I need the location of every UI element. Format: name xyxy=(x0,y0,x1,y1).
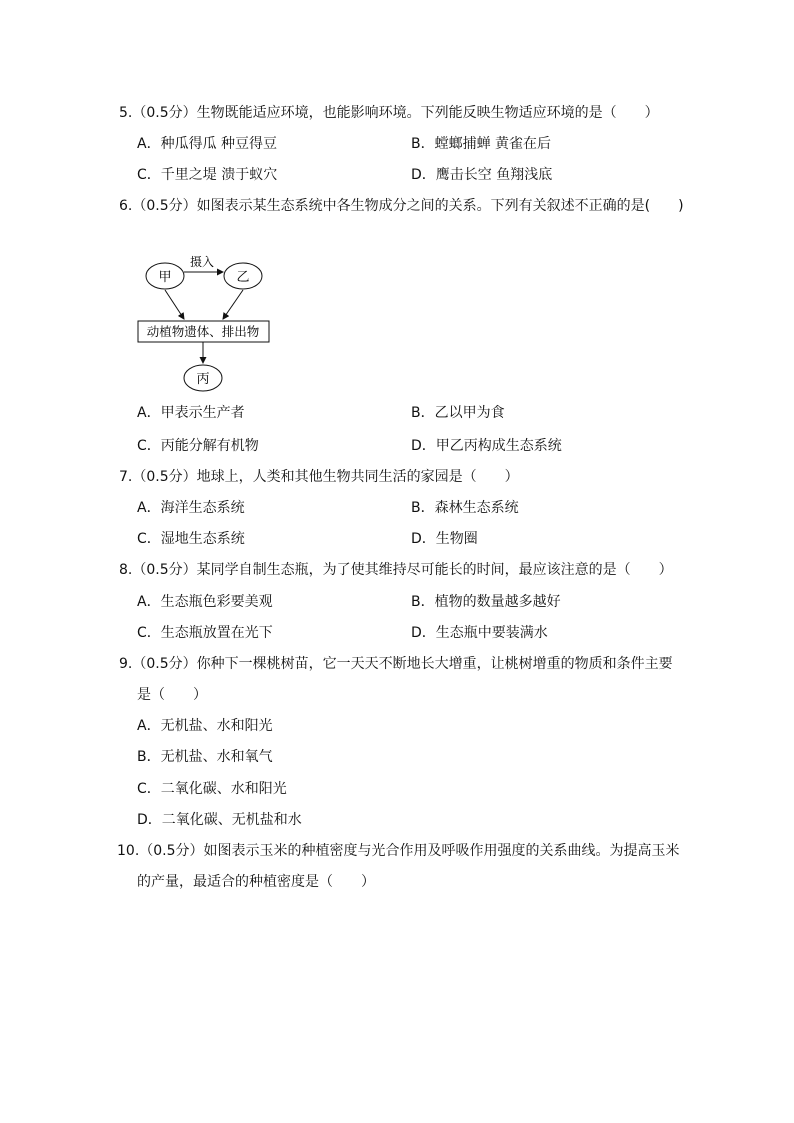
node-jia-label: 甲 xyxy=(158,270,172,285)
q9-option-c[interactable]: C．二氧化碳、水和阳光 xyxy=(137,781,287,797)
q9-option-d[interactable]: D．二氧化碳、无机盐和水 xyxy=(137,812,302,828)
q6-option-d[interactable]: D．甲乙丙构成生态系统 xyxy=(411,438,562,454)
arrow-yi-to-box xyxy=(223,290,243,319)
q5-option-a[interactable]: A．种瓜得瓜 种豆得豆 xyxy=(137,136,278,152)
remains-box-label: 动植物遗体、排出物 xyxy=(146,324,260,339)
q6-option-b[interactable]: B．乙以甲为食 xyxy=(411,405,505,421)
q6-option-c[interactable]: C．丙能分解有机物 xyxy=(137,438,259,454)
q5-option-b[interactable]: B．螳螂捕蝉 黄雀在后 xyxy=(411,136,552,152)
q9-option-a[interactable]: A．无机盐、水和阳光 xyxy=(137,718,273,734)
question-10-stem-line1: 10.（0.5分）如图表示玉米的种植密度与光合作用及呼吸作用强度的关系曲线。为提高玉米 xyxy=(117,843,680,859)
question-9-stem-line1: 9.（0.5分）你种下一棵桃树苗，它一天天不断地长大增重，让桃树增重的物质和条件主要 xyxy=(119,656,673,672)
arrow-jia-to-box xyxy=(165,290,184,319)
question-5-stem: 5.（0.5分）生物既能适应环境，也能影响环境。下列能反映生物适应环境的是（ ） xyxy=(119,105,659,121)
question-7-stem: 7.（0.5分）地球上，人类和其他生物共同生活的家园是（ ） xyxy=(119,469,519,485)
q8-option-d[interactable]: D．生态瓶中要装满水 xyxy=(411,625,548,641)
node-bing-label: 丙 xyxy=(196,372,210,387)
q8-option-c[interactable]: C．生态瓶放置在光下 xyxy=(137,625,273,641)
q8-option-a[interactable]: A．生态瓶色彩要美观 xyxy=(137,594,273,610)
edge-label-intake: 摄入 xyxy=(189,255,215,269)
question-10-stem-line2: 的产量，最适合的种植密度是（ ） xyxy=(137,874,375,890)
node-yi-label: 乙 xyxy=(236,270,250,285)
question-6-stem: 6.（0.5分）如图表示某生态系统中各生物成分之间的关系。下列有关叙述不正确的是( ) xyxy=(119,198,684,214)
q7-option-a[interactable]: A．海洋生态系统 xyxy=(137,500,245,516)
q7-option-c[interactable]: C．湿地生态系统 xyxy=(137,531,245,547)
q7-option-b[interactable]: B．森林生态系统 xyxy=(411,500,519,516)
ecosystem-diagram xyxy=(130,250,290,400)
q5-option-d[interactable]: D．鹰击长空 鱼翔浅底 xyxy=(411,167,553,183)
question-9-stem-line2: 是（ ） xyxy=(137,687,207,703)
q5-option-c[interactable]: C．千里之堤 溃于蚁穴 xyxy=(137,167,278,183)
question-8-stem: 8.（0.5分）某同学自制生态瓶，为了使其维持尽可能长的时间，最应该注意的是（ ） xyxy=(119,562,673,578)
q8-option-b[interactable]: B．植物的数量越多越好 xyxy=(411,594,561,610)
q6-option-a[interactable]: A．甲表示生产者 xyxy=(137,405,245,421)
q7-option-d[interactable]: D．生物圈 xyxy=(411,531,478,547)
q9-option-b[interactable]: B．无机盐、水和氧气 xyxy=(137,749,273,765)
